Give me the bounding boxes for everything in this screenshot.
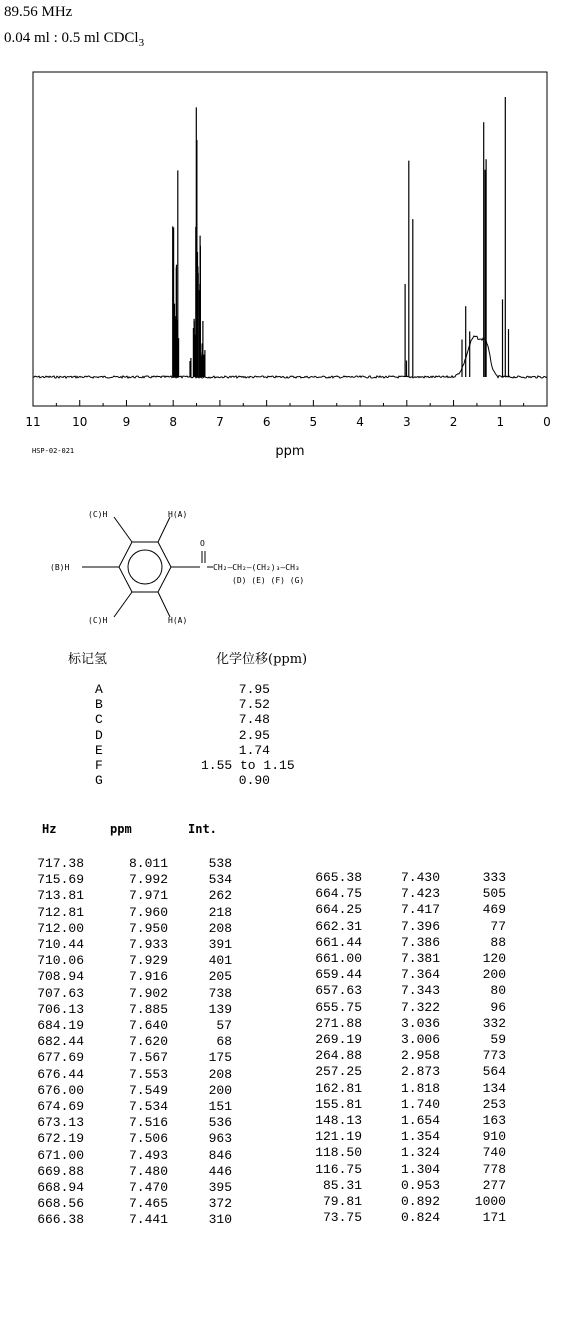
peak-int: 253 bbox=[482, 1096, 506, 1112]
peak-int: 277 bbox=[482, 1177, 506, 1193]
x-tick-label: 6 bbox=[262, 415, 271, 429]
assignment-label: G bbox=[95, 773, 103, 789]
x-tick-label: 3 bbox=[402, 415, 411, 429]
peak-hz: 664.75 bbox=[315, 886, 362, 902]
peak-ppm: 1.740 bbox=[400, 1096, 440, 1112]
peak-ppm: 1.654 bbox=[400, 1113, 440, 1128]
assignment-shift: 1.74 bbox=[238, 742, 270, 758]
peak-hz: 672.19 bbox=[37, 1131, 84, 1147]
bond bbox=[158, 592, 170, 617]
peak-hz: 118.50 bbox=[315, 1145, 362, 1161]
peak-int: 1000 bbox=[474, 1194, 506, 1209]
assignment-shift: 7.95 bbox=[238, 682, 270, 697]
label-c-h-top: (C)H bbox=[88, 510, 108, 519]
peak-hz: 79.81 bbox=[322, 1194, 362, 1209]
assignment-shift: 7.48 bbox=[238, 712, 270, 728]
peak-ppm: 7.516 bbox=[128, 1115, 168, 1131]
peak-ppm: 7.423 bbox=[400, 886, 440, 902]
peak-int: 538 bbox=[208, 856, 232, 871]
peak-ppm: 0.892 bbox=[400, 1194, 440, 1209]
x-tick-label: 2 bbox=[449, 415, 458, 429]
peak-int: 401 bbox=[208, 953, 232, 969]
peak-hz: 662.31 bbox=[315, 918, 362, 934]
peak-ppm: 7.553 bbox=[128, 1066, 168, 1082]
peak-hz: 713.81 bbox=[37, 888, 84, 904]
peak-ppm: 7.971 bbox=[128, 888, 168, 904]
peak-hz: 162.81 bbox=[315, 1080, 362, 1096]
peak-int: 57 bbox=[216, 1018, 232, 1033]
peak-ppm: 7.322 bbox=[400, 999, 440, 1015]
peak-int: 262 bbox=[208, 888, 232, 904]
peak-int: 395 bbox=[208, 1180, 232, 1195]
bond bbox=[114, 517, 132, 542]
peak-ppm: 7.386 bbox=[400, 934, 440, 950]
x-tick-label: 7 bbox=[216, 415, 224, 429]
peak-ppm: 1.818 bbox=[400, 1080, 440, 1096]
peak-int: 218 bbox=[208, 904, 232, 920]
peak-ppm: 1.354 bbox=[400, 1129, 440, 1145]
assignment-shift: 1.55 to 1.15 bbox=[201, 758, 295, 773]
peak-header-ppm: ppm bbox=[110, 822, 132, 836]
label-oxygen: O bbox=[200, 539, 205, 548]
peak-ppm: 7.933 bbox=[128, 937, 168, 952]
peak-int: 446 bbox=[208, 1163, 232, 1179]
peak-int: 846 bbox=[208, 1147, 232, 1163]
label-c-h-bottom: (C)H bbox=[88, 616, 108, 625]
x-tick-label: 9 bbox=[122, 415, 131, 429]
peak-hz: 676.00 bbox=[37, 1082, 84, 1098]
peak-ppm: 7.506 bbox=[128, 1131, 168, 1147]
peak-ppm: 3.006 bbox=[400, 1032, 440, 1047]
peak-ppm: 7.992 bbox=[128, 872, 168, 888]
x-tick-label: 4 bbox=[356, 415, 364, 429]
peak-int: 310 bbox=[208, 1212, 232, 1228]
peak-hz: 661.44 bbox=[315, 934, 362, 950]
peak-hz: 674.69 bbox=[37, 1099, 84, 1114]
peak-ppm: 7.620 bbox=[128, 1034, 168, 1050]
peak-hz: 148.13 bbox=[315, 1113, 362, 1128]
peak-ppm: 3.036 bbox=[400, 1015, 440, 1031]
x-tick-label: 11 bbox=[25, 415, 41, 429]
peak-ppm: 7.902 bbox=[128, 985, 168, 1001]
peak-ppm: 7.960 bbox=[128, 904, 168, 920]
spectrum-peaks bbox=[173, 97, 509, 377]
spectrum-code: HSP-02-021 bbox=[32, 447, 75, 455]
peak-int: 740 bbox=[482, 1145, 506, 1161]
sample-subscript: 3 bbox=[138, 37, 145, 49]
label-b-h: (B)H bbox=[50, 563, 70, 572]
peak-int: 372 bbox=[208, 1196, 232, 1212]
peak-int: 59 bbox=[490, 1032, 506, 1047]
peak-ppm: 7.549 bbox=[128, 1082, 168, 1098]
peak-int: 208 bbox=[208, 1066, 232, 1082]
peak-hz: 710.06 bbox=[37, 953, 84, 969]
assignment-label: A bbox=[95, 682, 103, 697]
x-axis-label: ppm bbox=[275, 444, 305, 459]
peak-ppm: 1.324 bbox=[400, 1145, 440, 1161]
peak-int: 536 bbox=[208, 1115, 232, 1131]
x-tick-label: 0 bbox=[543, 415, 551, 429]
peak-int: 171 bbox=[482, 1210, 506, 1226]
peak-hz: 659.44 bbox=[315, 967, 362, 983]
peak-ppm: 7.640 bbox=[128, 1018, 168, 1033]
peak-ppm: 7.929 bbox=[128, 953, 168, 969]
peak-int: 910 bbox=[482, 1129, 506, 1145]
peak-ppm: 2.873 bbox=[400, 1064, 440, 1080]
peak-int: 333 bbox=[482, 870, 506, 885]
peak-int: 332 bbox=[482, 1015, 506, 1031]
peak-header-hz: Hz bbox=[42, 822, 57, 836]
peak-hz: 677.69 bbox=[37, 1050, 84, 1066]
peak-ppm: 7.916 bbox=[128, 969, 168, 985]
peak-hz: 684.19 bbox=[37, 1018, 84, 1033]
peak-int: 963 bbox=[208, 1131, 232, 1147]
peak-ppm: 1.304 bbox=[400, 1161, 440, 1177]
peak-ppm: 0.953 bbox=[400, 1177, 440, 1193]
peak-ppm: 7.567 bbox=[128, 1050, 168, 1066]
alkyl-chain: CH₂—CH₂—(CH₂)₃—CH₃ bbox=[213, 563, 300, 572]
peak-int: 200 bbox=[482, 967, 506, 983]
peak-int: 80 bbox=[490, 983, 506, 999]
benzene-ring bbox=[82, 517, 213, 617]
peak-hz: 673.13 bbox=[37, 1115, 84, 1131]
peak-hz: 655.75 bbox=[315, 999, 362, 1015]
peak-int: 505 bbox=[482, 886, 506, 902]
peak-ppm: 7.441 bbox=[128, 1212, 168, 1228]
label-h-a-bottom: H(A) bbox=[168, 616, 188, 625]
peak-int: 200 bbox=[208, 1082, 232, 1098]
peak-ppm: 7.430 bbox=[400, 870, 440, 885]
assignment-label: B bbox=[95, 697, 103, 713]
x-axis-tick-labels bbox=[25, 415, 550, 429]
peak-hz: 710.44 bbox=[37, 937, 84, 952]
peak-int: 68 bbox=[216, 1034, 232, 1050]
peak-hz: 668.94 bbox=[37, 1180, 84, 1195]
peak-ppm: 2.958 bbox=[400, 1048, 440, 1064]
assignment-shift: 7.52 bbox=[238, 697, 270, 713]
peak-ppm: 7.885 bbox=[128, 1001, 168, 1017]
peak-int: 564 bbox=[482, 1064, 506, 1080]
peak-ppm: 7.465 bbox=[128, 1196, 168, 1212]
peak-int: 208 bbox=[208, 920, 232, 936]
peak-ppm: 0.824 bbox=[400, 1210, 440, 1226]
peak-ppm: 7.396 bbox=[400, 918, 440, 934]
peak-ppm: 7.381 bbox=[400, 951, 440, 966]
peak-ppm: 7.950 bbox=[128, 920, 168, 936]
peak-hz: 264.88 bbox=[315, 1048, 362, 1064]
x-tick-label: 5 bbox=[309, 415, 318, 429]
peak-hz: 657.63 bbox=[315, 983, 362, 999]
assignment-shift: 0.90 bbox=[238, 773, 270, 789]
peak-hz: 707.63 bbox=[37, 985, 84, 1001]
assignment-label: E bbox=[95, 742, 103, 758]
peak-int: 88 bbox=[490, 934, 506, 950]
chemical-structure bbox=[0, 495, 570, 635]
peak-int: 773 bbox=[482, 1048, 506, 1064]
peak-hz: 666.38 bbox=[37, 1212, 84, 1228]
peak-hz: 712.81 bbox=[37, 904, 84, 920]
peak-hz: 155.81 bbox=[315, 1096, 362, 1112]
peak-ppm: 7.534 bbox=[128, 1099, 168, 1114]
peak-int: 469 bbox=[482, 902, 506, 918]
nmr-spectrum-chart bbox=[0, 0, 570, 470]
bond bbox=[114, 592, 132, 617]
peak-ppm: 7.480 bbox=[128, 1163, 168, 1179]
peak-hz: 271.88 bbox=[315, 1015, 362, 1031]
peak-int: 778 bbox=[482, 1161, 506, 1177]
assignment-shift: 2.95 bbox=[238, 727, 270, 743]
peak-ppm: 8.011 bbox=[128, 856, 168, 871]
peak-hz: 257.25 bbox=[315, 1064, 362, 1080]
assignment-label: C bbox=[95, 712, 103, 728]
assignment-header-label: 标记氢 bbox=[68, 652, 108, 667]
peak-hz: 661.00 bbox=[315, 951, 362, 966]
peak-hz: 712.00 bbox=[37, 920, 84, 936]
peak-hz: 269.19 bbox=[315, 1032, 362, 1047]
peak-ppm: 7.343 bbox=[400, 983, 440, 999]
x-axis-ticks bbox=[33, 400, 547, 406]
peak-int: 96 bbox=[490, 999, 506, 1015]
peak-int: 175 bbox=[208, 1050, 232, 1066]
peak-int: 134 bbox=[482, 1080, 506, 1096]
bond bbox=[158, 517, 170, 542]
peak-int: 205 bbox=[208, 969, 232, 985]
label-h-a-top: H(A) bbox=[168, 510, 188, 519]
peak-ppm: 7.493 bbox=[128, 1147, 168, 1163]
peak-hz: 669.88 bbox=[37, 1163, 84, 1179]
peak-hz: 121.19 bbox=[315, 1129, 362, 1145]
x-tick-label: 10 bbox=[72, 415, 88, 429]
peak-hz: 706.13 bbox=[37, 1001, 84, 1017]
ring-circle bbox=[128, 550, 162, 584]
assignment-label: D bbox=[95, 727, 103, 743]
peak-hz: 665.38 bbox=[315, 870, 362, 885]
assignment-label: F bbox=[95, 758, 103, 773]
sample-text: 0.04 ml : 0.5 ml CDCl bbox=[4, 30, 139, 46]
peak-hz: 708.94 bbox=[37, 969, 84, 985]
peak-int: 151 bbox=[208, 1099, 232, 1114]
peak-hz: 715.69 bbox=[37, 872, 84, 888]
peak-int: 120 bbox=[482, 951, 506, 966]
peak-int: 534 bbox=[208, 872, 232, 888]
peak-hz: 717.38 bbox=[37, 856, 84, 871]
peak-int: 391 bbox=[208, 937, 232, 952]
peak-int: 738 bbox=[208, 985, 232, 1001]
spectrometer-frequency: 89.56 MHz bbox=[4, 4, 73, 20]
peak-ppm: 7.417 bbox=[400, 902, 440, 918]
peak-ppm: 7.470 bbox=[128, 1180, 168, 1195]
peak-hz: 682.44 bbox=[37, 1034, 84, 1050]
peak-hz: 671.00 bbox=[37, 1147, 84, 1163]
peak-hz: 116.75 bbox=[315, 1161, 362, 1177]
peak-hz: 668.56 bbox=[37, 1196, 84, 1212]
peak-int: 139 bbox=[208, 1001, 232, 1017]
assignment-header-shift: 化学位移(ppm) bbox=[216, 652, 308, 667]
peak-hz: 73.75 bbox=[322, 1210, 362, 1226]
peak-int: 163 bbox=[482, 1113, 506, 1128]
chain-letters: (D) (E) (F) (G) bbox=[232, 576, 305, 585]
x-tick-label: 1 bbox=[496, 415, 505, 429]
peak-ppm: 7.364 bbox=[400, 967, 440, 983]
peak-hz: 676.44 bbox=[37, 1066, 84, 1082]
peak-hz: 85.31 bbox=[322, 1177, 362, 1193]
peak-int: 77 bbox=[490, 918, 506, 934]
peak-header-int: Int. bbox=[188, 822, 217, 836]
peak-hz: 664.25 bbox=[315, 902, 362, 918]
x-tick-label: 8 bbox=[169, 415, 178, 429]
